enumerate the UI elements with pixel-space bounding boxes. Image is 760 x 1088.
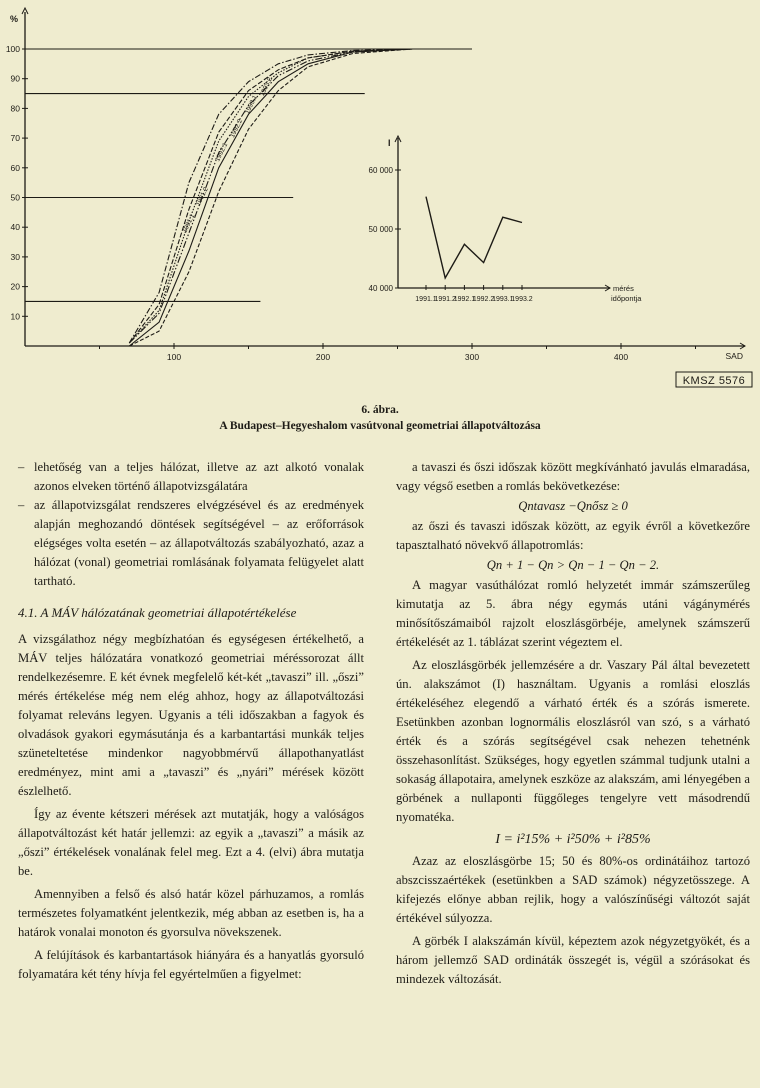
paragraph: A felújítások és karbantartások hiányára és a hanyatlás gyorsuló folyamatára két tény hívja fel egyértelműen a figyelmet: (18, 948, 364, 981)
x-tick-label: 400 (613, 352, 629, 362)
inset-y-axis-label: I (388, 138, 391, 148)
bullet-item (18, 496, 364, 591)
y-unit-label: % (10, 14, 19, 24)
stamp-label: KMSZ 5576 (682, 375, 746, 387)
y-tick-label: 70 (10, 133, 20, 144)
bullet-text: az állapotvizsgálat rendszeres elvégzésével és az eredmények alapján meghozandó döntések segítségével – az erőforrások elégséges volta esetén – az állapotváltozás szabályozható, azaz a hálózat (vonal) geometriai romlásának folyamata felügyelet alatt tartható. (34, 498, 364, 588)
bullet-item (18, 458, 364, 496)
bullet-text: lehetőség van a teljes hálózat, illetve az azt alkotó vonalak azonos elveken történő állapotvizsgálatára (34, 460, 364, 493)
y-tick-label: 10 (10, 311, 20, 322)
figure-caption-number: 6. ábra. (361, 404, 399, 416)
curve-label: 1992.1 (214, 141, 230, 163)
y-tick-label: 30 (10, 251, 20, 262)
y-tick-label: 90 (10, 73, 20, 84)
x-axis-label: SAD (725, 351, 743, 361)
figure-caption-title: A Budapest–Hegyeshalom vasútvonal geometriai állapotváltozása (219, 420, 541, 432)
curve-label: 1993.1 (244, 94, 260, 116)
bullet-dash: – (18, 460, 25, 474)
x-tick-label: 200 (315, 352, 331, 362)
inset-x-tick-label: 1993.2 (511, 296, 533, 303)
inset-y-tick-label: 50 000 (368, 225, 393, 234)
inset-x-tick-label: 1992.1 (453, 296, 476, 303)
inset-x-axis-label: időpontja (611, 294, 642, 303)
section-heading: 4.1. A MÁV hálózatának geometriai állapotértékelése (18, 605, 297, 620)
main-distribution-chart (6, 8, 752, 387)
paragraph: Azaz az eloszlásgörbe 15; 50 és 80%-os ordinátáihoz tartozó abszcisszaértékek (esetünkben a SAD számok) négyzetösszege. A kifejezés előnye abban rejlik, hogy a valószínűségi változót saját értékével súlyozza. (396, 854, 750, 925)
inset-x-tick-label: 1993.1 (492, 296, 514, 303)
inset-x-tick-label: 1992.2 (472, 296, 495, 303)
curve-label: 1991.1 (181, 213, 197, 235)
curve-label: 1991.2 (194, 186, 210, 208)
y-tick-label: 40 (10, 222, 20, 233)
right-text-column (396, 458, 750, 989)
inset-data-line (426, 197, 522, 278)
figure-6 (0, 0, 760, 400)
paragraph: Az eloszlásgörbék jellemzésére a dr. Vaszary Pál által bevezetett ún. alakszámot (I) használtam. Ugyanis a romlási eloszlás értékeléséhez elegendő a várható érték és a szórás ismerete. Esetünkben azonban lognormális eloszlásról van szó, s a várható érték és a szórás segítségével csak nehezen tehetnénk összehasonlítást. Szükséges, hogy egyetlen számmal tudjunk utalni a sokaság állapotaira, amelynek eszköze az alakszám, ami lényegében a görbének a nullaponti függőleges tengelyre vett másodrendű nyomatéka. (396, 658, 750, 824)
curve-label: 1993.2 (258, 76, 274, 98)
y-tick-label: 20 (10, 281, 20, 292)
paragraph: az őszi és tavaszi időszak között, az egyik évről a következőre tapasztalható növekvő állapotromlás: (396, 519, 750, 552)
bullet-dash: – (18, 498, 25, 512)
y-tick-label: 100 (5, 44, 20, 54)
inset-shape-index-chart (369, 136, 643, 303)
y-tick-label: 50 (10, 192, 20, 203)
x-tick-label: 300 (464, 352, 480, 362)
y-tick-label: 60 (10, 162, 20, 173)
formula: I = i²15% + i²50% + i²85% (495, 832, 651, 847)
formula: Qntavasz −Qnősz ≥ 0 (518, 499, 628, 513)
formula: Qn + 1 − Qn > Qn − 1 − Qn − 2. (486, 558, 660, 572)
y-tick-label: 80 (10, 103, 20, 114)
inset-y-tick-label: 40 000 (368, 284, 393, 293)
curve-label: 1992.2 (229, 118, 245, 139)
paragraph: Amennyiben a felső és alsó határ közel párhuzamos, a romlás természetes folyamatként jelentkezik, még abban az esetben is, ha a határok vonalai monoton és gyorsulva növekszenek. (18, 887, 364, 939)
inset-y-tick-label: 60 000 (368, 166, 393, 175)
paragraph: a tavaszi és őszi időszak között megkívánható javulás elmaradása, vagy végső esetben a romlás bekövetkezése: (396, 460, 750, 493)
paragraph: Így az évente kétszeri mérések azt mutatják, hogy a valóságos állapotváltozást két határ jellemzi: az egyik a „tavaszi” a másik az „őszi” értékelések vonalának felel meg. Ezt a 4. (elvi) ábra mutatja be. (18, 807, 364, 878)
x-tick-label: 100 (166, 352, 182, 362)
left-text-column (18, 458, 364, 984)
paragraph: A görbék I alakszámán kívül, képeztem azok négyzetgyökét, és a három jellemző SAD ordináták összegét is, végül a szórásokat és mindezek változását. (396, 934, 750, 986)
paragraph: A magyar vasúthálózat romló helyzetét immár számszerűleg kimutatja az 5. ábra négy egymás utáni vágánymérés minősítőszámaiból rajzolt eloszlásgörbéje, amelynek számszerű értékelését az 1. táblázat szerint végeztem el. (396, 578, 750, 649)
inset-x-tick-label: 1991.1 (415, 296, 437, 303)
inset-x-tick-label: 1991.2 (434, 296, 456, 303)
inset-x-axis-label: mérés (613, 284, 634, 293)
paragraph: A vizsgálathoz négy megbízhatóan és egységesen értékelhető, a MÁV teljes hálózatára vonatkozó geometriai méréssorozat állt rendelkezésemre. E két évnek megfelelő két-két „tavaszi” ill. „őszi” mérés értékelése még nem elég ahhoz, hogy az állapotváltozási folyamat releváns legyen. Ugyanis a téli időszakban a fagyok és olvadások gyakori egymásutánja és a karbantartási munkák teljes szüneteltetése mindenkor nagyobbmérvű állapothanyatlást eredményez, mint ami a „tavaszi” és „nyári” mérések között észlelhető. (18, 632, 364, 798)
